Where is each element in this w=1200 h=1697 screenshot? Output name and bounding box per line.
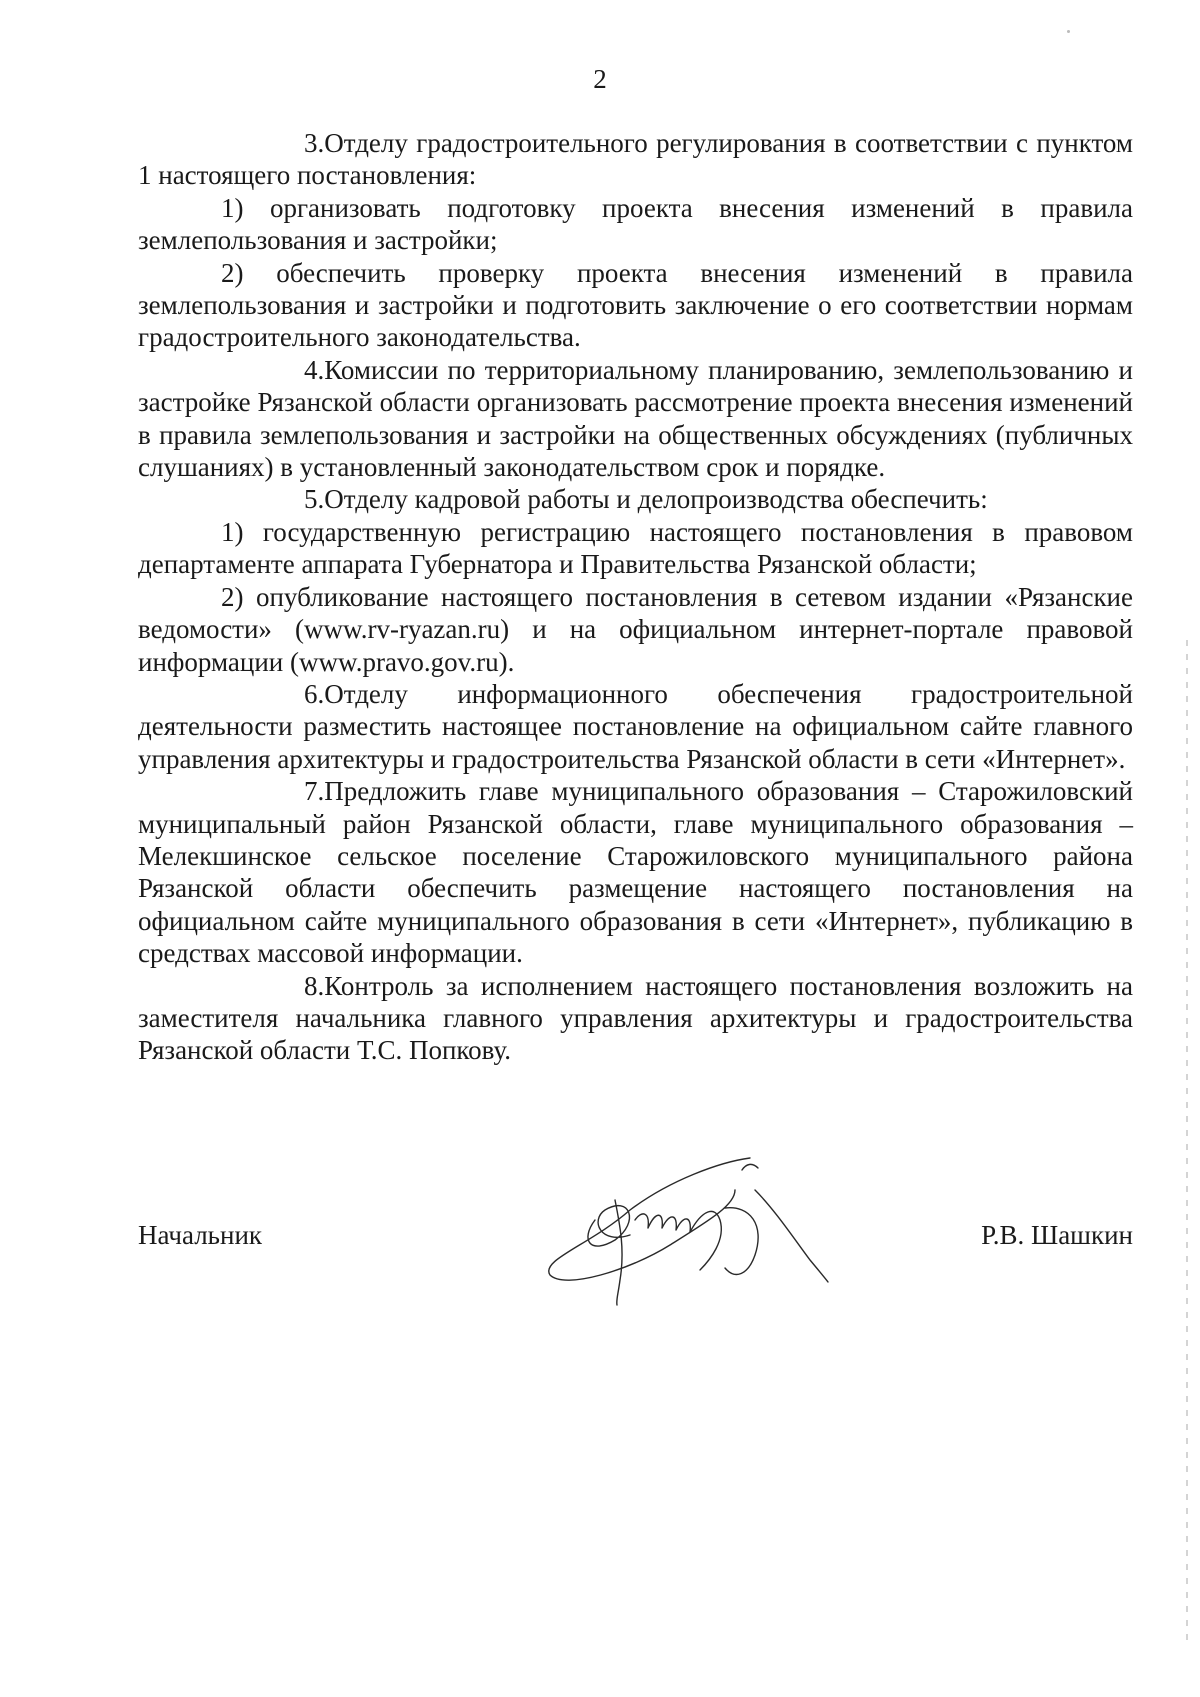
scan-edge-line — [1186, 640, 1188, 1640]
paragraph-text: Контроль за исполнением настоящего постановления возложить на заместителя начальника главного управления архитектуры и градостроительства Рязанской области Т.С. Попкову. — [138, 970, 1133, 1066]
paragraph-text: Отделу градостроительного регулирования в соответствии с пунктом 1 настоящего постановления: — [138, 128, 1133, 191]
scan-speck — [1067, 30, 1070, 33]
paragraph-6 — [138, 678, 1133, 775]
paragraph-number: 8. — [304, 970, 325, 1001]
paragraph-text: Отделу информационного обеспечения градостроительной деятельности разместить настоящее постановление на официальном сайте главного управления архитектуры и градостроительства Рязанской области в сети «Интернет». — [138, 678, 1133, 774]
document-body — [138, 127, 1133, 1067]
paragraph-number: 6. — [304, 678, 325, 709]
paragraph-4 — [138, 354, 1133, 484]
paragraph-5 — [138, 483, 1133, 515]
paragraph-text: 1) организовать подготовку проекта внесения изменений в правила землепользования и застройки; — [138, 192, 1133, 256]
subitem-5-1 — [138, 516, 1133, 581]
page-number: 2 — [593, 64, 607, 94]
paragraph-text: 2) обеспечить проверку проекта внесения изменений в правила землепользования и застройки и подготовить заключение о его соответствии нормам градостроительного законодательства. — [138, 257, 1133, 353]
paragraph-7 — [138, 775, 1133, 969]
paragraph-text: Предложить главе муниципального образования – Старожиловский муниципальный район Рязанской области, главе муниципального образования – Мелекшинское сельское поселение Старожиловского муниципального района Рязанской области обеспечить размещение настоящего постановления на официальном сайте муниципального образования в сети «Интернет», публикацию в средствах массовой информации. — [138, 776, 1133, 969]
subitem-3-2 — [138, 257, 1133, 354]
paragraph-8 — [138, 970, 1133, 1067]
paragraph-number: 5. — [304, 484, 325, 515]
paragraph-number: 3. — [304, 128, 325, 158]
subitem-5-2 — [138, 581, 1133, 678]
paragraph-text: 2) опубликование настоящего постановления в сетевом издании «Рязанские ведомости» (www.rv-ryazan.ru) и на официальном интернет-портале правовой информации (www.pravo.gov.ru). — [138, 581, 1133, 677]
paragraph-text: Отделу кадровой работы и делопроизводства обеспечить: — [324, 484, 988, 515]
paragraph-text: Комиссии по территориальному планированию, землепользованию и застройке Рязанской области организовать рассмотрение проекта внесения изменений в правила землепользования и застройки на общественных обсуждениях (публичных слушаниях) в установленный законодательством срок и порядке. — [138, 354, 1133, 483]
signature-block — [138, 1219, 1133, 1259]
signatory-name: Р.В. Шашкин — [981, 1220, 1133, 1250]
paragraph-text: 1) государственную регистрацию настоящего постановления в правовом департаменте аппарата Губернатора и Правительства Рязанской области; — [138, 516, 1133, 580]
paragraph-number: 7. — [304, 776, 325, 807]
signatory-title: Начальник — [138, 1220, 263, 1250]
paragraph-number: 4. — [304, 354, 325, 385]
subitem-3-1 — [138, 192, 1133, 257]
paragraph-3 — [138, 127, 1133, 192]
